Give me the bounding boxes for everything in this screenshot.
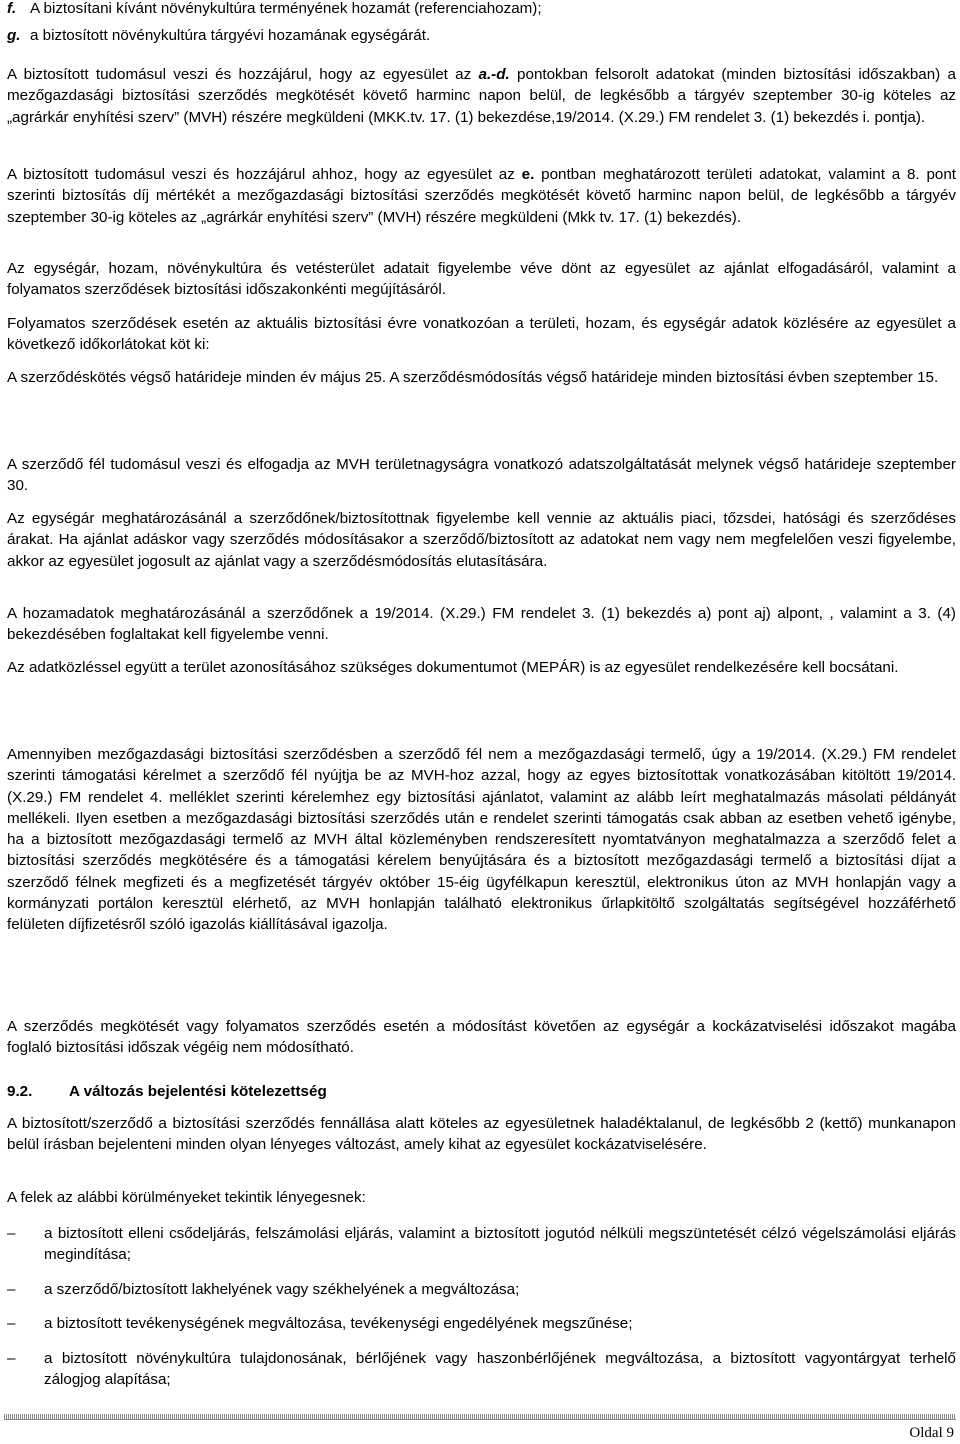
text-run-bold: a.-d. (478, 66, 510, 83)
bullet-item (7, 1223, 956, 1266)
list-text: a biztosított növénykultúra tárgyévi hozamának egységárát. (30, 27, 431, 44)
section-title: A változás bejelentési kötelezettség (69, 1083, 327, 1100)
paragraph-mepar: Az adatközléssel együtt a terület azonosításához szükséges dokumentumot (MEPÁR) is az egyesület rendelkezésére kell bocsátani. (7, 659, 899, 676)
paragraph-support-application: Amennyiben mezőgazdasági biztosítási szerződésben a szerződő fél nem a mezőgazdasági termelő, úgy a 19/2014. (X.29.) FM rendelet szerinti támogatási kérelmet a szerződő fél nyújtja be az MVH-hoz azzal, hogy az egyes biztosítottak vonatkozásában kitöltött 19/2014. (X.29.) FM rendelet 4. melléklet szerinti kérelemhez egy biztosítási ajánlatot, valamint az alább leírt meghatalmazás másolati példányát mellékeli. Ilyen esetben a mezőgazdasági biztosítási szerződés után e rendelet szerinti támogatás csak abban az esetben vehető igénybe, ha a biztosított mezőgazdasági termelő az MVH által közleményben rendszeresített nyomtatványon meghatalmazza a szerződő felet a biztosítási szerződés megkötésére és a támogatási kérelem benyújtására és a biztosított mezőgazdasági termelő a biztosítási díjat a szerződő félnek megfizeti és a megfizetését tárgyév október 15-éig ügyfélkapun keresztül, elektronikus úton az MVH honlapján vagy a kormányzati portálon keresztül elérhető, az MVH honlapján található elektronikus űrlapkitöltő szolgáltatás segítségével hozzáférhető felületen díjfizetésről szóló igazolás kiállításával igazolja. (7, 746, 956, 934)
list-label: g. (7, 27, 21, 44)
paragraph-unit-price: Az egységár meghatározásánál a szerződőnek/biztosítottnak figyelembe kell vennie az aktuális piaci, tőzsdei, hatósági és szerződéses árakat. Ha ajánlat adáskor vagy szerződés módosításakor a szerződő/biztosított az adatokat nem vagy nem megfelelően veszi figyelembe, akkor az egyesület jogosult az ajánlat vagy a szerződésmódosítás elutasítására. (7, 510, 956, 570)
text-run: pontban meghatározott területi adatokat, valamint a 8. pont szerinti biztosítás díj mértékét a mezőgazdasági biztosítási szerződés megkötését követő harminc napon belül, de legkésőbb a tárgyév szeptember 30-ig köteles az „agrárkár enyhítési szerv” (MVH) részére megküldeni (Mkk tv. 17. (1) bekezdés). (7, 166, 956, 226)
bullet-item (7, 1313, 956, 1334)
document-page (7, 0, 956, 1442)
paragraph-price-lock: A szerződés megkötését vagy folyamatos szerződés esetén a módosítást követően az egységár a kockázatviselési időszakot magába foglaló biztosítási időszak végéig nem módosítható. (7, 1018, 956, 1057)
paragraph-mvh-data: A szerződő fél tudomásul veszi és elfogadja az MVH területnagyságra vonatkozó adatszolgáltatását melynek végső határideje szeptember 30. (7, 456, 956, 495)
paragraph-yield-data: A hozamadatok meghatározásánál a szerződőnek a 19/2014. (X.29.) FM rendelet 3. (1) bekezdés a) pont aj) alpont, , valamint a 3. (4) bekezdésében foglaltakat kell figyelembe venni. (7, 605, 956, 644)
list-item-g (7, 25, 956, 46)
text-run-bold: e. (521, 166, 535, 183)
bullet-dash: – (7, 1225, 16, 1242)
paragraph-time-limits: Folyamatos szerződések esetén az aktuális biztosítási évre vonatkozóan a területi, hozam, és egységár adatok közlésére az egyesület a következő időkorlátokat köt ki: (7, 315, 956, 354)
bullet-text: a szerződő/biztosított lakhelyének vagy székhelyének a megváltozása; (44, 1281, 520, 1298)
bullet-dash: – (7, 1350, 16, 1367)
paragraph-notification-duty: A biztosított/szerződő a biztosítási szerződés fennállása alatt köteles az egyesületnek haladéktalanul, de legkésőbb 2 (kettő) munkanapon belül írásban bejelenteni minden olyan lényeges változást, amely kihat az egyesület kockázatviselésére. (7, 1115, 956, 1154)
bullet-item (7, 1348, 956, 1391)
bullet-text: a biztosított növénykultúra tulajdonosának, bérlőjének vagy haszonbérlőjének megváltozása, a biztosított vagyontárgyat terhelő zálogjog alapítása; (44, 1350, 956, 1389)
paragraph-data-consent (7, 64, 956, 128)
page-number: Oldal 9 (909, 1425, 954, 1441)
text-run: A biztosított tudomásul veszi és hozzájárul ahhoz, hogy az egyesület az (7, 166, 522, 183)
section-number: 9.2. (7, 1083, 33, 1100)
list-item-f (7, 0, 956, 19)
list-text: A biztosítani kívánt növénykultúra terményének hozamát (referenciahozam); (30, 0, 542, 17)
paragraph-decision: Az egységár, hozam, növénykultúra és vetésterület adatait figyelembe véve dönt az egyesület az ajánlat elfogadásáról, valamint a folyamatos szerződések biztosítási időszakonkénti megújításáról. (7, 260, 956, 299)
list-label: f. (7, 0, 17, 17)
bullet-text: a biztosított elleni csődeljárás, felszámolási eljárás, valamint a biztosított jogutód nélküli megszüntetését célzó végelszámolási eljárás megindítása; (44, 1225, 956, 1264)
section-heading (7, 1081, 956, 1103)
bullet-dash: – (7, 1281, 16, 1298)
bullet-text: a biztosított tevékenységének megváltozása, tevékenységi engedélyének megszűnése; (44, 1315, 633, 1332)
text-run: pontokban felsorolt adatokat (minden biztosítási időszakban) a mezőgazdasági biztosítási szerződés megkötését követő harminc napon belül, de legkésőbb a tárgyév szeptember 30-ig köteles az „agrárkár enyhítési szerv” (MVH) részére megküldeni (MKK.tv. 17. (1) bekezdése,19/2014. (X.29.) FM rendelet 3. (1) bekezdés i. pontja). (7, 66, 956, 126)
footer-rule-line (4, 1419, 956, 1420)
paragraph-deadlines: A szerződéskötés végső határideje minden év május 25. A szerződésmódosítás végső határideje minden biztosítási évben szeptember 15. (7, 369, 939, 386)
text-run: A biztosított tudomásul veszi és hozzájárul, hogy az egyesület az (7, 66, 479, 83)
bullet-item (7, 1279, 956, 1300)
paragraph-circumstances: A felek az alábbi körülményeket tekintik lényegesnek: (7, 1189, 366, 1206)
bullet-dash: – (7, 1315, 16, 1332)
paragraph-area-consent (7, 164, 956, 228)
